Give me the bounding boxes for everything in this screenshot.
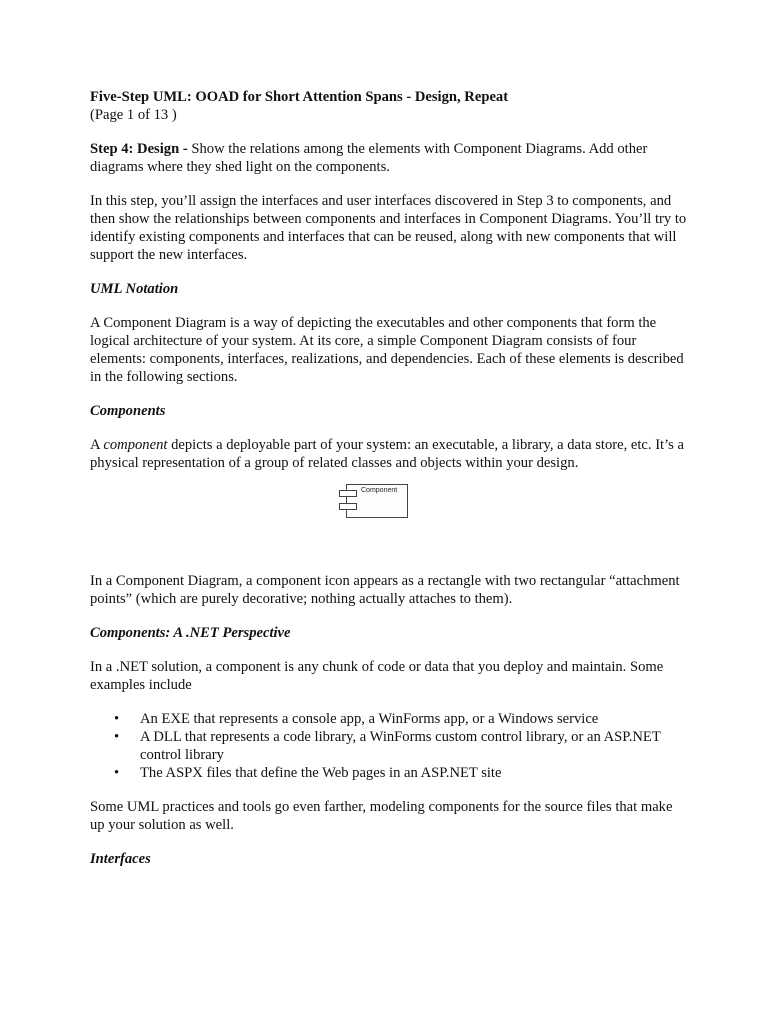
- attachment-point-bottom: [339, 503, 357, 510]
- intro-paragraph: In this step, you’ll assign the interfaces and user interfaces discovered in Step 3 to components, and then show the relationships between components and interfaces in Component Diagrams. You’ll try to identify existing components and interfaces that can be reused, along with new components that will support the new interfaces.: [90, 193, 687, 263]
- list-item: • The ASPX files that define the Web pages in an ASP.NET site: [140, 764, 690, 782]
- net-perspective-heading: Components: A .NET Perspective: [90, 625, 291, 641]
- interfaces-heading: Interfaces: [90, 851, 151, 867]
- net-closing-paragraph: Some UML practices and tools go even farther, modeling components for the source files that make up your solution as well.: [90, 799, 673, 833]
- step-paragraph: [90, 140, 690, 176]
- attachment-point-top: [339, 490, 357, 497]
- component-diagram-figure: [90, 484, 690, 542]
- step-text: Show the relations among the elements with Component Diagrams. Add other diagrams where they shed light on the components.: [90, 141, 648, 175]
- uml-notation-heading: UML Notation: [90, 281, 179, 297]
- list-item: • An EXE that represents a console app, a WinForms app, or a Windows service: [140, 710, 690, 728]
- net-perspective-paragraph: In a .NET solution, a component is any chunk of code or data that you deploy and maintain. Some examples include: [90, 659, 664, 693]
- document-page: [90, 88, 690, 868]
- component-term: component: [103, 437, 168, 453]
- component-icon-label: Component: [361, 487, 398, 494]
- list-item: • A DLL that represents a code library, a WinForms custom control library, or an ASP.NET control library: [140, 728, 690, 764]
- components-rest: depicts a deployable part of your system: an executable, a library, a data store, etc. It’s a physical representation of a group of related classes and objects within your design.: [90, 437, 684, 471]
- components-prefix: A: [90, 437, 104, 453]
- page-indicator: (Page 1 of 13 ): [90, 107, 177, 123]
- component-examples-list: [90, 710, 690, 782]
- step-label: Step 4: Design -: [90, 141, 192, 157]
- components-paragraph: [90, 436, 690, 472]
- document-title: Five-Step UML: OOAD for Short Attention Spans - Design, Repeat: [90, 89, 509, 105]
- components-heading: Components: [90, 403, 166, 419]
- component-icon: [346, 484, 408, 518]
- uml-notation-paragraph: A Component Diagram is a way of depicting the executables and other components that form the logical architecture of your system. At its core, a simple Component Diagram consists of four elements: components, interfaces, realizations, and dependencies. Each of these elements is described in the following sections.: [90, 315, 684, 385]
- component-icon-description: In a Component Diagram, a component icon appears as a rectangle with two rectangular “attachment points” (which are purely decorative; nothing actually attaches to them).: [90, 573, 680, 607]
